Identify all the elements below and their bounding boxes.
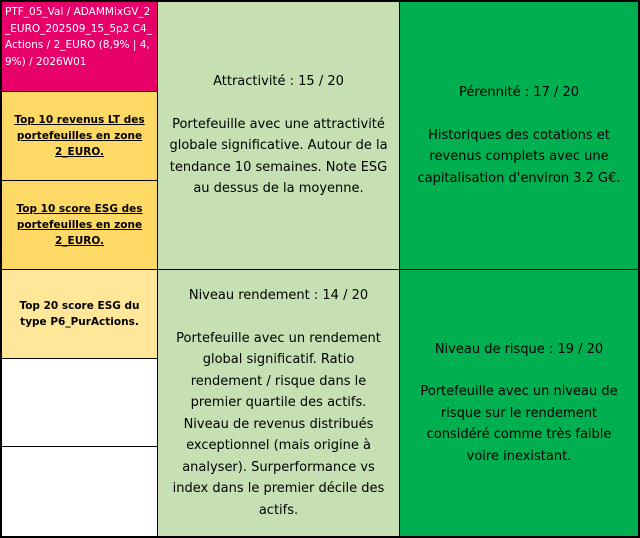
card-perennite-body: Historiques des cotations et revenus complets avec une capitalisation d'environ 3.2 G€. [417,127,621,186]
empty-cell-2 [1,446,158,537]
card-attractivite-heading: Attractivité : 15 / 20 [213,74,344,90]
link-top10-esg[interactable] [1,180,158,270]
empty-cell-1 [1,358,158,447]
card-perennite-heading: Pérennité : 17 / 20 [459,85,579,100]
card-attractivite-body: Portefeuille avec une attractivité globale significative. Autour de la tendance 10 semaines. Note ESG au dessus de la moyenne. [169,116,388,197]
card-rendement [157,269,400,537]
card-rendement-body: Portefeuille avec un rendement global significatif. Ratio rendement / risque dans le premier quartile des actifs. Niveau de revenus distribués exceptionnel (mais origine à analyser). Surperformance vs index dans le premier décile des actifs. [172,330,385,518]
card-perennite [399,1,639,270]
link-top10-revenus[interactable] [1,91,158,181]
card-risque [399,269,639,537]
link-top20-esg-type[interactable] [1,269,158,359]
link-top10-revenus-label[interactable]: Top 10 revenus LT des portefeuilles en zone 2_EURO. [14,114,145,158]
card-rendement-heading: Niveau rendement : 14 / 20 [188,288,369,303]
card-risque-body: Portefeuille avec un niveau de risque sur le rendement considéré comme très faible voire inexistant. [420,384,618,464]
card-attractivite [157,1,400,270]
portfolio-title [1,1,158,92]
portfolio-title-text: PTF_05_Val / ADAMMixGV_2_EURO_202509_15_5p2 C4_Actions / 2_EURO (8,9% | 4,9%) / 2026W01 [5,6,152,68]
card-risque-heading: Niveau de risque : 19 / 20 [434,341,604,357]
link-top10-esg-label[interactable]: Top 10 score ESG des portefeuilles en zone 2_EURO. [16,203,143,247]
link-top20-esg-type-label[interactable]: Top 20 score ESG du type P6_PurActions. [19,300,140,328]
